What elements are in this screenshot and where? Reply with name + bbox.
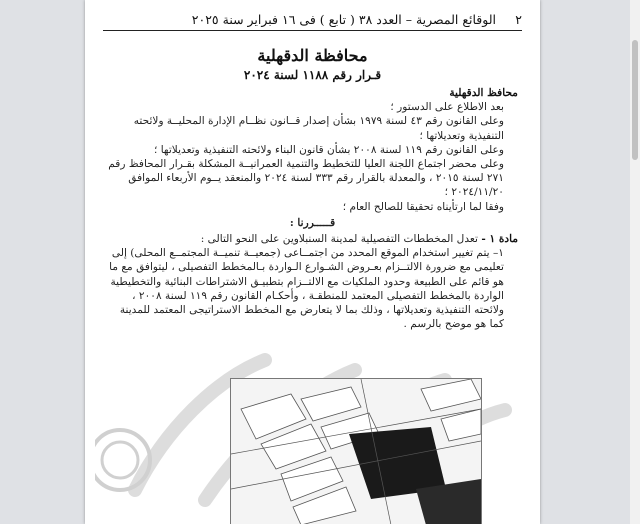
paragraph: بعد الاطلاع على الدستور ؛: [390, 101, 504, 114]
article-1: [107, 232, 518, 246]
decided-heading: قـــــررنا :: [289, 216, 336, 229]
document-page: [85, 0, 540, 524]
document-title: محافظة الدقهلية: [257, 46, 368, 65]
paragraph: وعلى القانون رقم ١١٩ لسنة ٢٠٠٨ بشأن قانون البناء ولائحته التنفيذية وتعديلاتها ؛: [153, 143, 504, 156]
header-divider: [103, 30, 522, 31]
document-body: [107, 86, 518, 331]
article-text: تعدل المخططات التفصيلية لمدينة السنبلاوين على النحو التالى :: [200, 233, 478, 246]
issuer-line: محافظ الدقهلية: [449, 87, 518, 99]
paragraph: وعلى القانون رقم ٤٣ لسنة ١٩٧٩ بشأن إصدار قــانون نظــام الإدارة المحليــة ولائحته التنفيذية وتعديلاتها ؛: [133, 115, 504, 142]
paragraph: وفقا لما ارتأيناه تحقيقا للصالح العام ؛: [342, 200, 504, 213]
scrollbar[interactable]: [630, 0, 640, 524]
article-label: مادة ١ -: [481, 233, 518, 246]
site-plan-drawing: [231, 379, 481, 524]
decree-number: قـرار رقم ١١٨٨ لسنة ٢٠٢٤: [243, 68, 382, 82]
site-plan-map: [230, 378, 482, 524]
scrollbar-thumb[interactable]: [632, 40, 638, 160]
paragraph: وعلى محضر اجتماع اللجنة العليا للتخطيط والتنمية العمرانيــة المشكلة بقـرار المحافظ رقم ٢٧١ لسنة ٢٠١٥ ، والمعدلة بالقرار رقم ٣٣٣ لسنة ٢٠٢٤ والمنعقد يــوم الأربعاء الموافق ٢٠٢٤/١١/٢٠ ؛: [108, 158, 504, 199]
clause-1: ١– يتم تغيير استخدام الموقع المحدد من اجتمــاعى (جمعيــة تنميــة المجتمــع المحلى) إلى تعليمى مع ضرورة الالتــزام بعـروض الشـوارع الـواردة بـالمخطط التفصيلى ، ليتوافق مع ما هو قائم على الطبيعة وحدود الملكيات مع الالتــزام بتطبيـق الاشتراطات البنائية والتخطيطية الواردة بالمخطط التفصيلى المعتمد للمنطقـة ، وأحكـام القانون رقم ١١٩ لسنة ٢٠٠٨ ، ولائحته التنفيذية وتعديلاتها ، وذلك بما لا يتعارض مع المخطط الاستراتيجى المعتمد للمدينة كما هو موضح بالرسم .: [109, 247, 504, 331]
page-number: ٢: [515, 12, 522, 27]
header-text: الوقائع المصرية – العدد ٣٨ ( تابع ) فى ١٦ فبراير سنة ٢٠٢٥: [191, 12, 496, 27]
